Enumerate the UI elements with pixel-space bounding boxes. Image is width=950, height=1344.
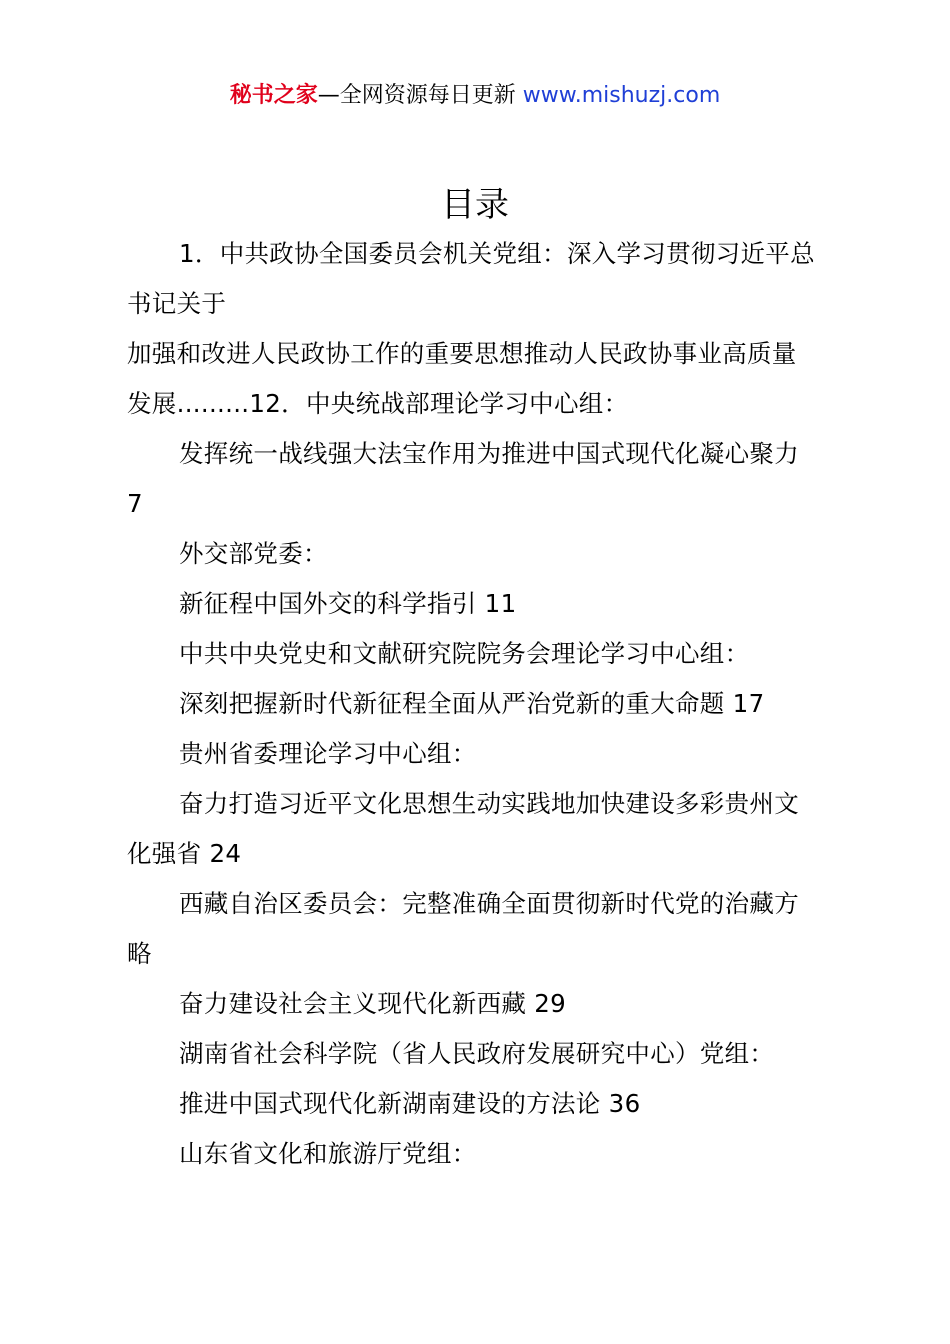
toc-line: 化强省 24 — [127, 839, 242, 868]
toc-line: 发挥统一战线强大法宝作用为推进中国式现代化凝心聚力 — [179, 439, 799, 468]
toc-line: 略 — [127, 939, 152, 968]
toc-line: 7 — [127, 489, 143, 518]
toc-line: 深刻把握新时代新征程全面从严治党新的重大命题 17 — [179, 689, 765, 718]
page-title: 目录 — [441, 185, 509, 225]
toc-line: 山东省文化和旅游厅党组： — [179, 1139, 477, 1168]
toc-line: 新征程中国外交的科学指引 11 — [179, 589, 517, 618]
toc-line: 贵州省委理论学习中心组： — [179, 739, 477, 768]
toc-line: 奋力打造习近平文化思想生动实践地加快建设多彩贵州文 — [179, 789, 799, 818]
toc-line: 加强和改进人民政协工作的重要思想推动人民政协事业高质量 — [127, 339, 797, 368]
brand-name: 秘书之家 — [229, 83, 318, 108]
table-of-contents — [127, 229, 837, 1179]
toc-line: 1．中共政协全国委员会机关党组：深入学习贯彻习近平总 — [179, 239, 815, 268]
header-tagline: —全网资源每日更新 — [317, 83, 523, 108]
site-header — [0, 80, 950, 112]
toc-line: 推进中国式现代化新湖南建设的方法论 36 — [179, 1089, 641, 1118]
toc-line: 外交部党委： — [179, 539, 328, 568]
toc-line: 书记关于 — [127, 289, 227, 318]
toc-line: 湖南省社会科学院（省人民政府发展研究中心）党组： — [179, 1039, 775, 1068]
toc-line: 中共中央党史和文献研究院院务会理论学习中心组： — [179, 639, 750, 668]
site-url-link[interactable]: www.mishuzj.com — [522, 83, 721, 108]
toc-line: 西藏自治区委员会：完整准确全面贯彻新时代党的治藏方 — [179, 889, 799, 918]
toc-line: 奋力建设社会主义现代化新西藏 29 — [179, 989, 567, 1018]
toc-line: 发展.........12．中央统战部理论学习中心组： — [127, 389, 629, 418]
